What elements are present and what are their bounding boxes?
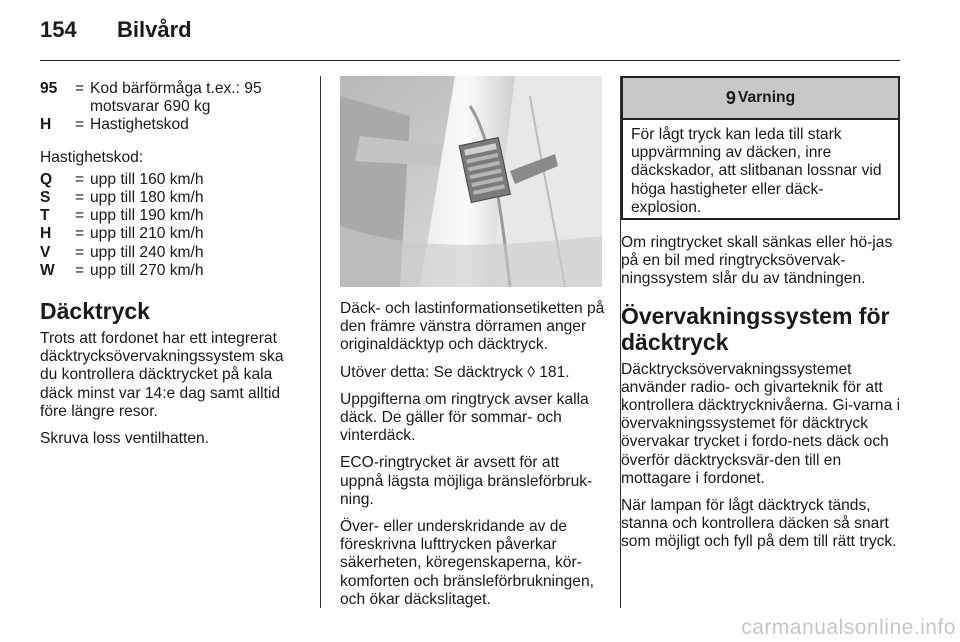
def-value: upp till 190 km/h [90, 207, 204, 225]
site-watermark: carmanualsonline.info [741, 616, 956, 639]
def-equals: = [75, 261, 85, 279]
speed-code-intro: Hastighetskod: [40, 148, 144, 166]
def-value: upp till 210 km/h [90, 225, 204, 243]
body-paragraph: Däcktrycksövervakningssystemet använder radio- och givarteknik för att kontrollera däcktrycknivåerna. Gi-varna i övervakningssystemet för däcktryck övervakar trycket i fordo-nets däck och överför däcktrycksvär-den till en mottagare i fordonet. [621, 360, 901, 487]
body-paragraph: Över- eller underskridande av de föreskrivna lufttrycken påverkar säkerheten, köregenskaperna, kör-komforten och bränsleförbrukningen, och ökar däckslitaget. [340, 518, 594, 608]
warning-header [623, 78, 898, 120]
body-paragraph: Skruva loss ventilhatten. [40, 430, 210, 448]
body-paragraph: ECO-ringtrycket är avsett för att uppnå lägsta möjliga bränsleförbruk-ning. [340, 454, 593, 508]
def-value: Kod bärförmåga t.ex.: 95 motsvarar 690 kg [90, 80, 262, 116]
def-row [40, 225, 302, 243]
speed-definitions [40, 171, 302, 280]
middle-column [340, 300, 606, 618]
def-key: V [40, 243, 51, 261]
def-key: H [40, 225, 52, 243]
def-value: upp till 240 km/h [90, 243, 204, 261]
def-key: T [40, 207, 50, 225]
header-rule [40, 60, 900, 61]
def-value: upp till 270 km/h [90, 261, 204, 279]
def-key: 95 [40, 80, 58, 97]
def-value: Hastighetskod [90, 116, 189, 134]
def-row [40, 171, 302, 189]
def-key: S [40, 189, 51, 207]
page-number: 154 [40, 17, 77, 42]
def-equals: = [75, 170, 85, 188]
def-row [40, 244, 302, 262]
page-title: Bilvård [117, 17, 192, 42]
body-paragraph: När lampan för lågt däcktryck tänds, stanna och kontrollera däcken så snart som möjligt och fyll på dem till rätt tryck. [621, 497, 897, 551]
def-key: Q [40, 170, 53, 188]
warning-triangle-icon: 9 [725, 87, 736, 108]
body-paragraph: Trots att fordonet har ett integrerat däcktrycksövervakningssystem ska du kontrollera däcktrycket på kala däck minst var 14:e dag samt alltid före längre resor. [40, 330, 284, 420]
def-equals: = [75, 80, 85, 97]
def-equals: = [75, 116, 85, 134]
def-equals: = [75, 207, 85, 225]
def-equals: = [75, 189, 85, 207]
def-value: upp till 180 km/h [90, 189, 204, 207]
left-column [40, 80, 302, 457]
def-equals: = [75, 225, 85, 243]
def-row [40, 207, 302, 225]
warning-box [621, 76, 900, 220]
section-heading-tpms: Övervakningssystem för däcktryck [621, 302, 890, 355]
warning-text: För lågt tryck kan leda till stark uppvärmning av däcken, inre däckskador, att slitbanan lossnar vid höga hastigheter eller däck-explosion. [631, 126, 882, 216]
warning-title: Varning [737, 89, 796, 106]
body-paragraph: Uppgifterna om ringtryck avser kalla däck. De gäller för sommar- och vinterdäck. [340, 390, 589, 445]
see-also-reference: Utöver detta: Se däcktryck ◊ 181. [340, 363, 570, 381]
def-row [40, 80, 302, 116]
def-key: H [40, 116, 52, 134]
def-key: W [40, 261, 55, 279]
section-heading-tire-pressure: Däcktryck [40, 298, 150, 325]
def-row [40, 262, 302, 280]
door-frame-label-photo [340, 76, 602, 287]
load-definitions [40, 80, 302, 135]
def-row [40, 189, 302, 207]
def-equals: = [75, 243, 85, 261]
right-column [621, 234, 905, 561]
column-divider-left [320, 76, 321, 608]
photo-caption: Däck- och lastinformationsetiketten på den främre vänstra dörramen anger originaldäcktyp och däcktryck. [340, 300, 605, 354]
door-frame-illustration [340, 76, 602, 287]
def-value: upp till 160 km/h [90, 170, 204, 188]
def-row [40, 116, 302, 134]
body-paragraph: Om ringtrycket skall sänkas eller hö-jas på en bil med ringtrycksövervak-ningssystem slår du av tändningen. [621, 234, 893, 288]
